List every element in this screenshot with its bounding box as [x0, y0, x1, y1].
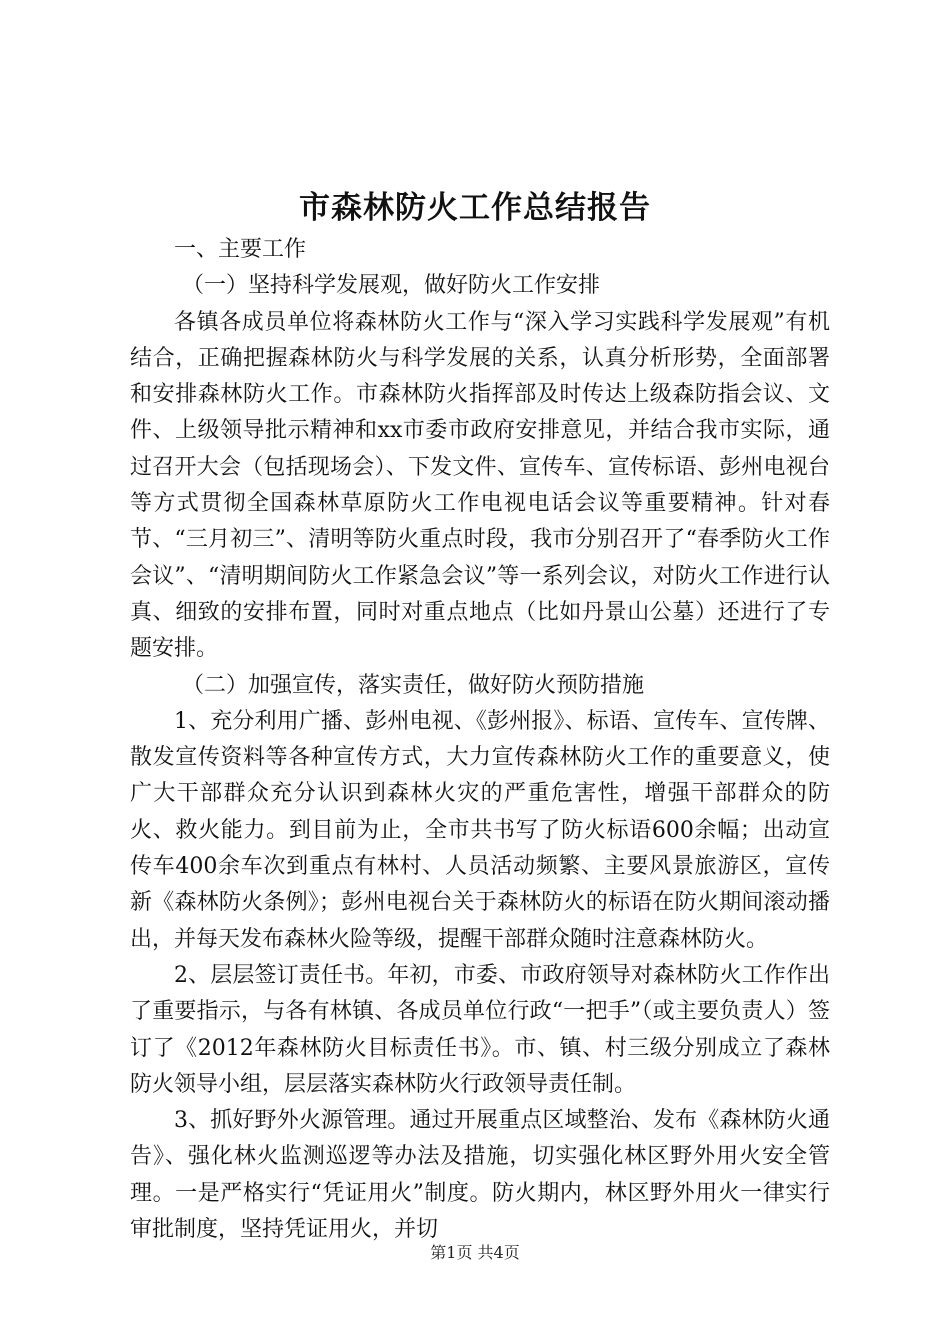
document-body [130, 232, 830, 1248]
subsection-heading: （一）坚持科学发展观，做好防火工作安排 [182, 273, 601, 299]
body-paragraph: 2、层层签订责任书。年初，市委、市政府领导对森林防火工作作出了重要指示，与各有林镇、各成员单位行政“一把手”（或主要负责人）签订了《2012年森林防火目标责任书》。市、镇、村三级分别成立了森林防火领导小组，层层落实森林防火行政领导责任制。 [130, 962, 830, 1097]
body-paragraph: 3、抓好野外火源管理。通过开展重点区域整治、发布《森林防火通告》、强化林火监测巡逻等办法及措施，切实强化林区野外用火安全管理。一是严格实行“凭证用火”制度。防火期内，林区野外用火一律实行审批制度，坚持凭证用火，并切 [130, 1108, 830, 1243]
body-paragraph: 1、充分利用广播、彭州电视、《彭州报》、标语、宣传车、宣传牌、散发宣传资料等各种宣传方式，大力宣传森林防火工作的重要意义，使广大干部群众充分认识到森林火灾的严重危害性，增强干部群众的防火、救火能力。到目前为止，全市共书写了防火标语600余幅；出动宣传车400余车次到重点有林村、人员活动频繁、主要风景旅游区，宣传新《森林防火条例》；彭州电视台关于森林防火的标语在防火期间滚动播出，并每天发布森林火险等级，提醒干部群众随时注意森林防火。 [130, 708, 830, 952]
page-footer: 第1页 共4页 [430, 1243, 520, 1262]
section-heading: 一、主要工作 [174, 237, 307, 262]
document-title: 市森林防火工作总结报告 [299, 190, 651, 226]
body-paragraph: 各镇各成员单位将森林防火工作与“深入学习实践科学发展观”有机结合，正确把握森林防火与科学发展的关系，认真分析形势，全面部署和安排森林防火工作。市森林防火指挥部及时传达上级森防指会议、文件、上级领导批示精神和xx市委市政府安排意见，并结合我市实际，通过召开大会（包括现场会）、下发文件、宣传车、宣传标语、彭州电视台等方式贯彻全国森林草原防火工作电视电话会议等重要精神。针对春节、“三月初三”、清明等防火重点时段，我市分别召开了“春季防火工作会议”、“清明期间防火工作紧急会议”等一系列会议，对防火工作进行认真、细致的安排布置，同时对重点地点（比如丹景山公墓）还进行了专题安排。 [130, 309, 830, 662]
subsection-heading: （二）加强宣传，落实责任，做好防火预防措施 [182, 672, 645, 698]
